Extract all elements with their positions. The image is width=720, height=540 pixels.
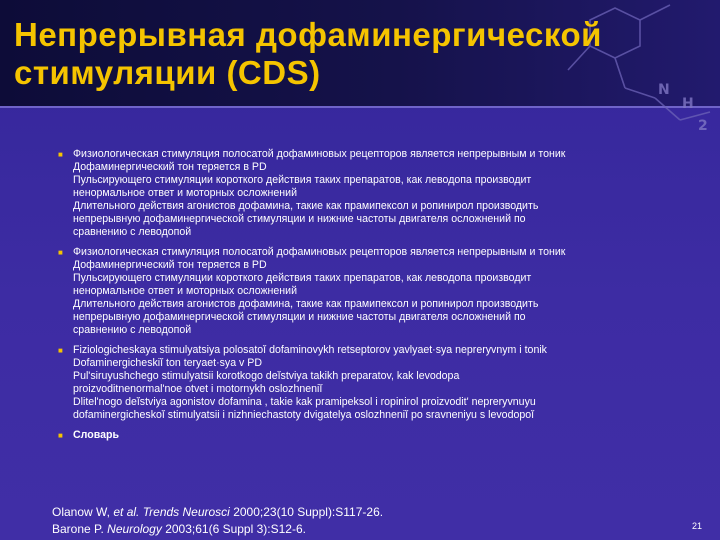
svg-text:H: H xyxy=(682,96,694,112)
title-line: Непрерывная дофаминергической xyxy=(14,16,602,53)
reference-line xyxy=(52,504,383,521)
bullet-line: dofaminergicheskoĭ stimulyatsii i nizhniechastoty dvigatelya oslozhneniĭ po sravneniyu s levodopoĭ xyxy=(73,409,535,421)
svg-text:2: 2 xyxy=(698,118,708,134)
bullet-list xyxy=(58,148,678,449)
bullet-line: Pul'siruyushchego stimulyatsii korotkogo deĭstviya takikh preparatov, kak levodopa xyxy=(73,370,460,382)
bullet-item xyxy=(58,246,678,337)
bullet-marker-icon: ■ xyxy=(58,248,63,257)
bullet-line: Пульсирующего стимуляции короткого действия таких препаратов, как леводопа производит xyxy=(73,174,532,186)
bullet-line: непрерывную дофаминергической стимуляции и нижние частоты двигателя осложнений по xyxy=(73,311,526,323)
bullet-line: сравнению с леводопой xyxy=(73,226,192,238)
reference-line xyxy=(52,521,383,538)
bullet-line: Физиологическая стимуляция полосатой дофаминовых рецепторов является непрерывным и тоник xyxy=(73,148,566,160)
bullet-line: Fiziologicheskaya stimulyatsiya polosatoĭ dofaminovykh retseptorov yavlyaet·sya nepreryvnym i tonik xyxy=(73,344,547,356)
references xyxy=(52,504,383,538)
bullet-line: Длительного действия агонистов дофамина, такие как прамипексол и ропинирол производить xyxy=(73,200,539,212)
bullet-item xyxy=(58,429,678,442)
svg-text:N: N xyxy=(658,82,670,98)
bullet-marker-icon: ■ xyxy=(58,431,63,440)
bullet-line: proizvoditnenormal'noe otvet i motornykh oslozhneniĭ xyxy=(73,383,323,395)
page-number: 21 xyxy=(691,521,702,531)
title-line: стимуляции (CDS) xyxy=(14,54,321,91)
bullet-line: Физиологическая стимуляция полосатой дофаминовых рецепторов является непрерывным и тоник xyxy=(73,246,566,258)
bullet-line: Дофаминергический тон теряется в PD xyxy=(73,259,267,271)
bullet-item xyxy=(58,148,678,239)
reference-etal: et al. xyxy=(113,505,140,519)
bullet-marker-icon: ■ xyxy=(58,346,63,355)
reference-journal: Trends Neurosci xyxy=(139,505,230,519)
bullet-line: сравнению с леводопой xyxy=(73,324,192,336)
bullet-item xyxy=(58,344,678,422)
reference-citation: 2003;61(6 Suppl 3):S12-6. xyxy=(161,522,306,536)
bullet-line: Dofaminergicheskiĭ ton teryaet·sya v PD xyxy=(73,357,262,369)
reference-authors: Olanow W, xyxy=(52,505,114,519)
bullet-line: ненормальное ответ и моторных осложнений xyxy=(73,285,297,297)
reference-citation: 2000;23(10 Suppl):S117-26. xyxy=(229,505,384,519)
bullet-line: Dlitel'nogo deĭstviya agonistov dofamina , takie kak pramipeksol i ropinirol proizvodit' nepreryvnuyu xyxy=(73,396,536,408)
bullet-line: непрерывную дофаминергической стимуляции и нижние частоты двигателя осложнений по xyxy=(73,213,526,225)
bullet-line: Пульсирующего стимуляции короткого действия таких препаратов, как леводопа производит xyxy=(73,272,532,284)
reference-journal: Neurology xyxy=(103,522,162,536)
bullet-marker-icon: ■ xyxy=(58,150,63,159)
bullet-line: ненормальное ответ и моторных осложнений xyxy=(73,187,297,199)
bullet-line: Длительного действия агонистов дофамина, такие как прамипексол и ропинирол производить xyxy=(73,298,539,310)
bullet-line: Дофаминергический тон теряется в PD xyxy=(73,161,267,173)
bullet-line: Словарь xyxy=(73,429,119,441)
slide-title xyxy=(14,16,674,92)
reference-authors: Barone P. xyxy=(52,522,104,536)
